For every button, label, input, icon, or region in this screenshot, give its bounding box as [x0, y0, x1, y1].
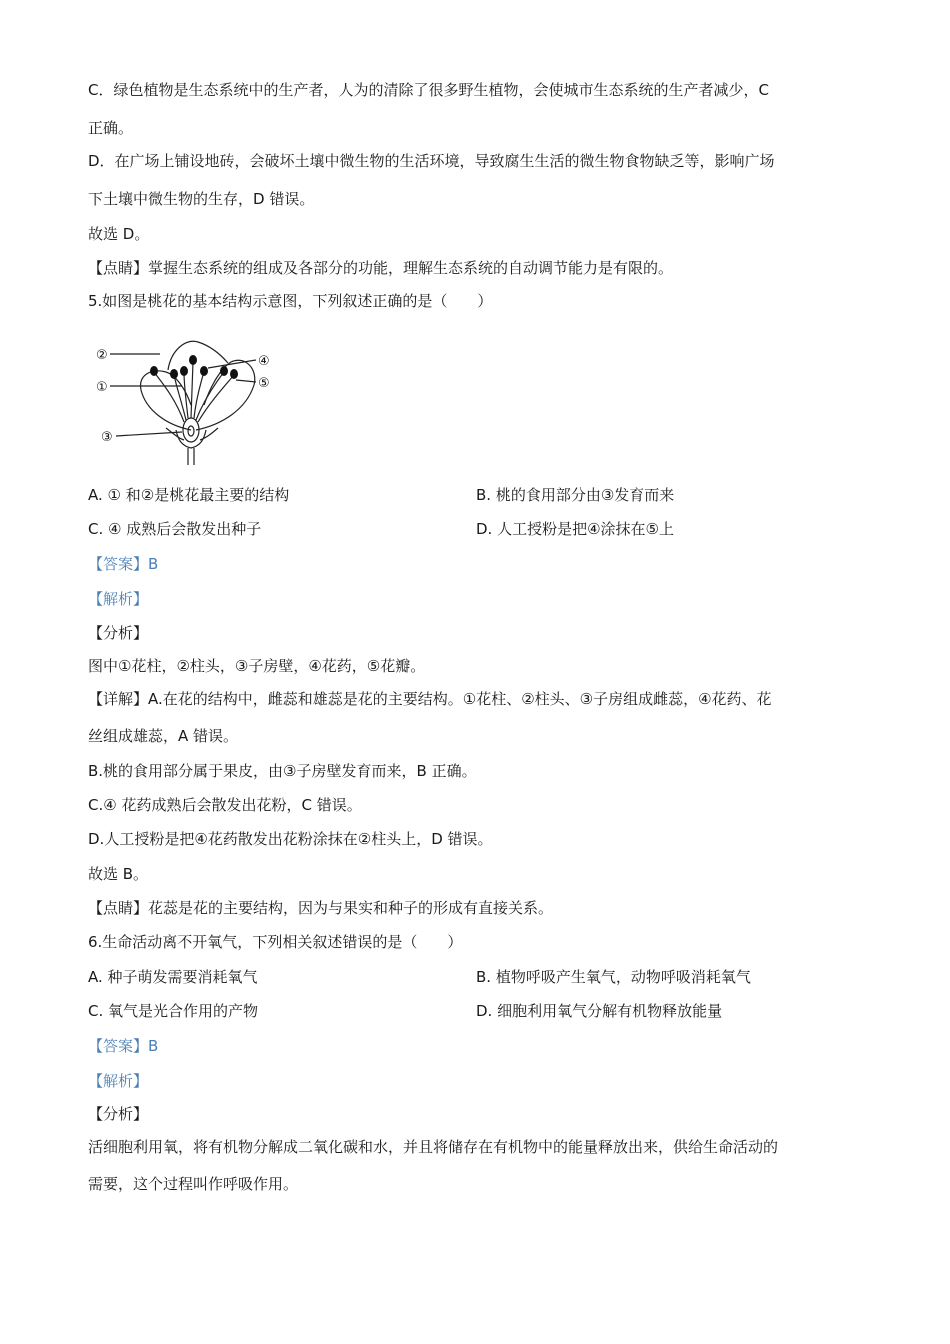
prev-tip: 【点睛】掌握生态系统的组成及各部分的功能，理解生态系统的自动调节能力是有限的。: [88, 259, 674, 277]
q6-answer: 【答案】B: [88, 1037, 159, 1055]
q5-detail-d: D.人工授粉是把④花药散发出花粉涂抹在②柱头上，D 错误。: [88, 830, 493, 848]
q5-detail-b: B.桃的食用部分属于果皮，由③子房壁发育而来，B 正确。: [88, 762, 477, 780]
q6-fenxi-line1: 活细胞利用氧，将有机物分解成二氧化碳和水，并且将储存在有机物中的能量释放出来，供给生命活动的: [88, 1138, 779, 1156]
q5-fenxi-text: 图中①花柱，②柱头，③子房壁，④花药，⑤花瓣。: [88, 657, 426, 675]
q5-analysis-heading: 【解析】: [88, 590, 149, 608]
q5-fenxi-heading: 【分析】: [88, 624, 149, 642]
label-2: ②: [96, 348, 108, 363]
peach-flower-diagram: [96, 330, 296, 465]
q6-analysis-heading: 【解析】: [88, 1072, 149, 1090]
q5-option-b: B. 桃的食用部分由③发育而来: [476, 486, 675, 504]
q5-stem: 5.如图是桃花的基本结构示意图，下列叙述正确的是（ ）: [88, 292, 493, 310]
q6-option-c: C. 氧气是光合作用的产物: [88, 1002, 259, 1020]
q6-option-b: B. 植物呼吸产生氧气，动物呼吸消耗氧气: [476, 968, 751, 986]
option-d-explanation-line2: 下土壤中微生物的生存，D 错误。: [88, 190, 315, 208]
option-c-explanation-line2: 正确。: [88, 119, 134, 137]
label-5: ⑤: [258, 376, 270, 391]
q5-answer: 【答案】B: [88, 555, 159, 573]
label-3: ③: [101, 430, 113, 445]
prev-choice: 故选 D。: [88, 225, 150, 243]
q6-option-a: A. 种子萌发需要消耗氧气: [88, 968, 258, 986]
q5-option-a: A. ① 和②是桃花最主要的结构: [88, 486, 290, 504]
option-d-explanation-line1: D．在广场上铺设地砖，会破坏土壤中微生物的生活环境，导致腐生生活的微生物食物缺乏等，影响广场: [88, 152, 775, 170]
q5-tip: 【点睛】花蕊是花的主要结构，因为与果实和种子的形成有直接关系。: [88, 899, 554, 917]
option-c-explanation-line1: C．绿色植物是生态系统中的生产者，人为的清除了很多野生植物，会使城市生态系统的生产者减少，C: [88, 81, 769, 99]
q5-option-d: D. 人工授粉是把④涂抹在⑤上: [476, 520, 674, 538]
q6-fenxi-heading: 【分析】: [88, 1105, 149, 1123]
q6-fenxi-line2: 需要，这个过程叫作呼吸作用。: [88, 1175, 299, 1193]
q5-detail-line2: 丝组成雄蕊，A 错误。: [88, 727, 239, 745]
label-4: ④: [258, 354, 270, 369]
q5-choice: 故选 B。: [88, 865, 149, 883]
q5-detail-c: C.④ 花药成熟后会散发出花粉，C 错误。: [88, 796, 362, 814]
q5-option-c: C. ④ 成熟后会散发出种子: [88, 520, 262, 538]
q5-detail-line1: 【详解】A.在花的结构中，雌蕊和雄蕊是花的主要结构。①花柱、②柱头、③子房组成雌蕊，④花药、花: [88, 690, 772, 708]
label-1: ①: [96, 380, 108, 395]
q6-stem: 6.生命活动离不开氧气，下列相关叙述错误的是（ ）: [88, 933, 463, 951]
q6-option-d: D. 细胞利用氧气分解有机物释放能量: [476, 1002, 723, 1020]
